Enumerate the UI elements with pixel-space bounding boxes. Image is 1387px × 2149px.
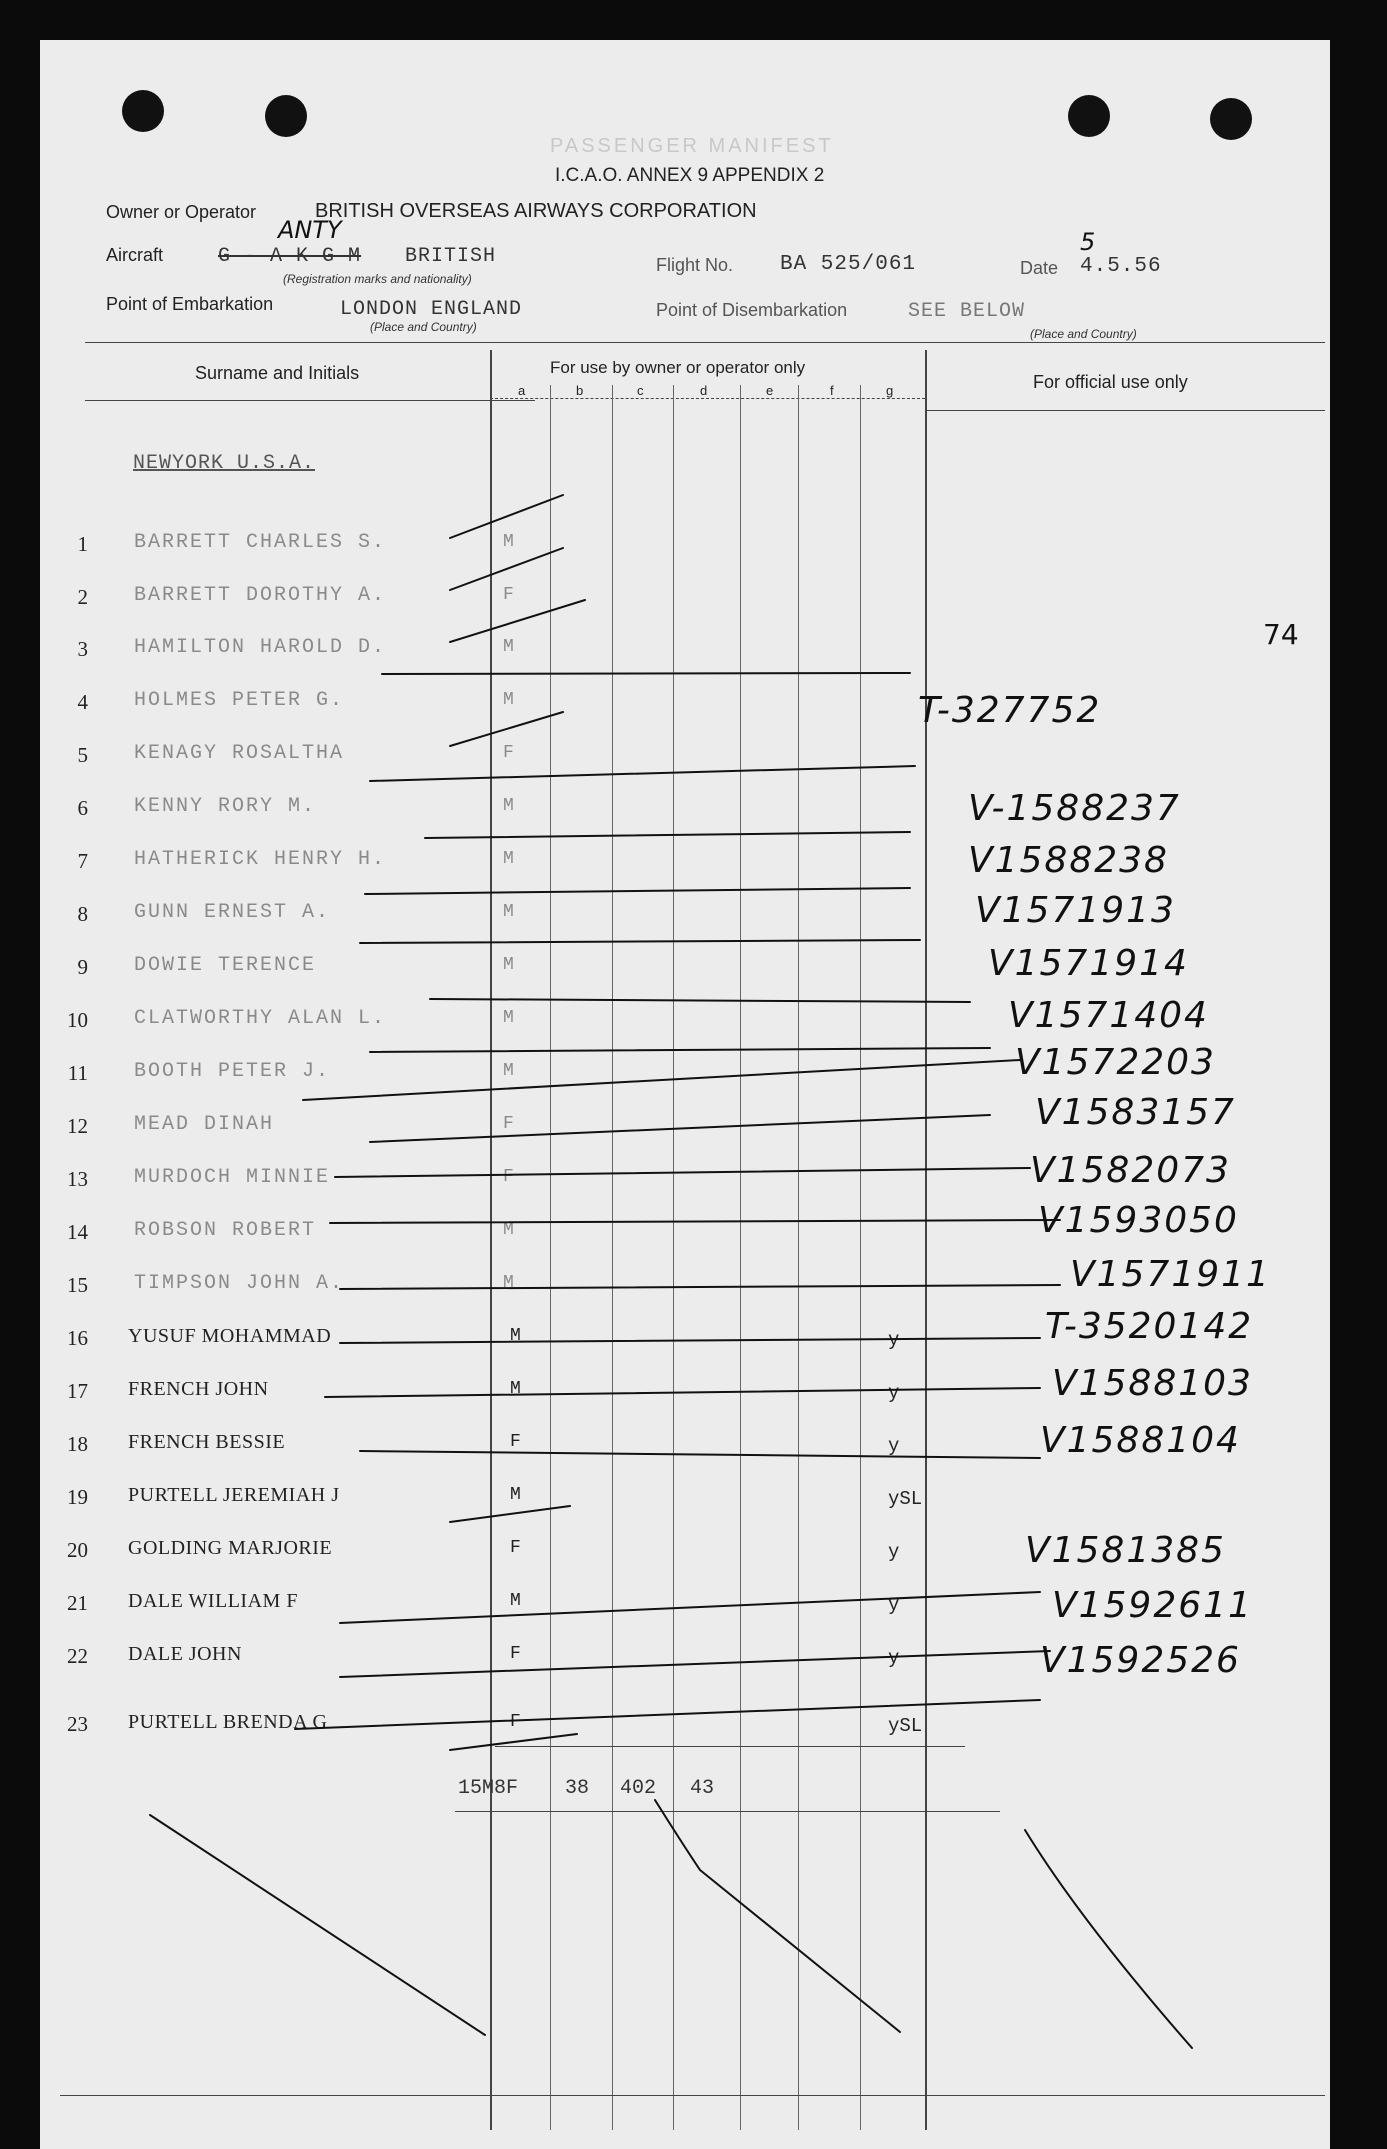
row-number: 14 [67, 1220, 88, 1244]
passenger-sex: F [510, 1538, 522, 1558]
embark-note: (Place and Country) [370, 320, 477, 334]
col-owner-header: For use by owner or operator only [550, 358, 806, 377]
row-number: 10 [67, 1008, 88, 1032]
subcol-b: b [576, 383, 584, 398]
subcol-d: d [700, 383, 708, 398]
flight-label: Flight No. [656, 255, 734, 275]
passenger-name: TIMPSON JOHN A. [134, 1272, 345, 1295]
row-number: 12 [67, 1114, 88, 1138]
passenger-sex: F [510, 1432, 522, 1452]
passenger-name: GUNN ERNEST A. [134, 901, 331, 924]
visa-number: V1571404 [1008, 995, 1209, 1036]
visa-number: V1572203 [1015, 1042, 1216, 1083]
passenger-sex: M [503, 1273, 516, 1293]
passenger-sex: M [503, 796, 516, 816]
passenger-name: FRENCH JOHN [128, 1378, 269, 1400]
passenger-sex: M [510, 1591, 522, 1611]
row-number: 9 [77, 955, 88, 979]
passenger-sex: F [503, 1167, 516, 1187]
row-number: 8 [77, 902, 88, 926]
visa-number: V1592526 [1040, 1640, 1241, 1681]
owner-value: BRITISH OVERSEAS AIRWAYS CORPORATION [315, 200, 757, 222]
disembark-value: SEE BELOW [908, 300, 1026, 323]
passenger-name: GOLDING MARJORIE [128, 1537, 333, 1559]
row-number: 5 [77, 743, 88, 767]
passenger-name: KENNY RORY M. [134, 795, 317, 818]
row-number: 18 [67, 1432, 88, 1456]
visa-number: V1571914 [988, 943, 1189, 984]
passenger-sex: F [510, 1644, 522, 1664]
passenger-sex: M [503, 690, 516, 710]
row-number: 22 [67, 1644, 88, 1668]
row-number: 3 [77, 637, 88, 661]
row-number: 19 [67, 1485, 88, 1509]
passenger-flag: y [888, 1435, 900, 1457]
passenger-name: DALE WILLIAM F [128, 1590, 298, 1612]
visa-number: V1588104 [1040, 1420, 1241, 1461]
aircraft-label: Aircraft [106, 245, 164, 265]
form-title: PASSENGER MANIFEST [550, 135, 834, 157]
aircraft-note: (Registration marks and nationality) [283, 272, 472, 286]
aircraft-value: G - A K G M [218, 245, 362, 268]
passenger-name: HATHERICK HENRY H. [134, 848, 387, 871]
passenger-name: BOOTH PETER J. [134, 1060, 331, 1083]
visa-number: T-3520142 [1045, 1306, 1254, 1347]
subcol-c: c [637, 383, 644, 398]
subcol-f: f [830, 383, 834, 398]
section-heading: NEWYORK U.S.A. [133, 452, 316, 475]
col-official-header: For official use only [1033, 372, 1188, 392]
passenger-flag: y [888, 1329, 900, 1351]
visa-number: V1571913 [975, 890, 1176, 931]
col-surname-header: Surname and Initials [195, 363, 360, 383]
passenger-sex: M [503, 532, 516, 552]
pen-marks [40, 40, 1330, 2149]
visa-number: V1592611 [1052, 1585, 1253, 1626]
passenger-sex: M [503, 637, 516, 657]
subcol-a: a [518, 383, 526, 398]
visa-number: V1588238 [968, 840, 1169, 881]
row-number: 6 [77, 796, 88, 820]
visa-number: V1571911 [1070, 1254, 1271, 1295]
page-count: 74 [1263, 618, 1299, 651]
passenger-sex: M [510, 1379, 522, 1399]
passenger-sex: M [503, 955, 516, 975]
aircraft-nationality: BRITISH [405, 245, 497, 268]
row-number: 4 [77, 690, 88, 714]
passenger-name: MURDOCH MINNIE [134, 1166, 331, 1189]
passenger-name: HAMILTON HAROLD D. [134, 636, 387, 659]
disembark-note: (Place and Country) [1030, 327, 1137, 341]
row-number: 16 [67, 1326, 88, 1350]
row-number: 7 [77, 849, 88, 873]
passenger-name: PURTELL BRENDA G [128, 1711, 328, 1733]
total-c: 402 [620, 1777, 657, 1800]
passenger-name: BARRETT DOROTHY A. [134, 584, 387, 607]
passenger-flag: ySL [888, 1488, 923, 1510]
passenger-flag: y [888, 1382, 900, 1404]
row-number: 17 [67, 1379, 88, 1403]
date-label: Date [1020, 258, 1059, 278]
passenger-name: PURTELL JEREMIAH J [128, 1484, 340, 1506]
passenger-sex: F [503, 585, 516, 605]
total-sex: 15M8F [458, 1777, 519, 1800]
total-b: 38 [565, 1777, 590, 1800]
visa-number: V1588103 [1052, 1363, 1253, 1404]
passenger-sex: F [503, 743, 516, 763]
passenger-name: ROBSON ROBERT [134, 1219, 317, 1242]
passenger-flag: y [888, 1541, 900, 1563]
visa-number: T-327752 [918, 690, 1102, 731]
row-number: 13 [67, 1167, 88, 1191]
passenger-name: DOWIE TERENCE [134, 954, 317, 977]
row-number: 21 [67, 1591, 88, 1615]
passenger-flag: y [888, 1647, 900, 1669]
bottom-rule [60, 2095, 1325, 2096]
row-number: 2 [77, 585, 88, 609]
manifest-sheet [40, 40, 1330, 2149]
embark-label: Point of Embarkation [106, 294, 274, 314]
passenger-flag: ySL [888, 1715, 923, 1737]
aircraft-correction: ANTY [278, 216, 342, 244]
passenger-name: YUSUF MOHAMMAD [128, 1325, 332, 1347]
passenger-sex: M [503, 849, 516, 869]
passenger-name: CLATWORTHY ALAN L. [134, 1007, 387, 1030]
passenger-sex: F [510, 1712, 522, 1732]
passenger-name: HOLMES PETER G. [134, 689, 345, 712]
owner-label: Owner or Operator [106, 202, 257, 222]
embark-value: LONDON ENGLAND [340, 298, 523, 321]
row-number: 23 [67, 1712, 88, 1736]
row-number: 11 [67, 1061, 88, 1085]
total-d: 43 [690, 1777, 715, 1800]
passenger-name: MEAD DINAH [134, 1113, 275, 1136]
passenger-sex: F [503, 1114, 516, 1134]
row-number: 20 [67, 1538, 88, 1562]
passenger-name: BARRETT CHARLES S. [134, 531, 387, 554]
visa-number: V1593050 [1038, 1200, 1239, 1241]
passenger-sex: M [503, 902, 516, 922]
visa-number: V1582073 [1030, 1150, 1231, 1191]
passenger-sex: M [503, 1061, 516, 1081]
passenger-sex: M [503, 1008, 516, 1028]
passenger-sex: M [510, 1326, 522, 1346]
visa-number: V-1588237 [968, 788, 1181, 829]
visa-number: V1581385 [1025, 1530, 1226, 1571]
form-subtitle: I.C.A.O. ANNEX 9 APPENDIX 2 [555, 165, 825, 186]
passenger-sex: M [503, 1220, 516, 1240]
passenger-name: FRENCH BESSIE [128, 1431, 286, 1453]
subcol-g: g [886, 383, 894, 398]
row-number: 15 [67, 1273, 88, 1297]
row-number: 1 [77, 532, 88, 556]
passenger-name: DALE JOHN [128, 1643, 242, 1665]
passenger-sex: M [510, 1485, 522, 1505]
date-correction: 5 [1080, 228, 1096, 256]
disembark-label: Point of Disembarkation [656, 300, 848, 320]
flight-value: BA 525/061 [780, 253, 917, 276]
subcol-e: e [766, 383, 774, 398]
passenger-name: KENAGY ROSALTHA [134, 742, 345, 765]
passenger-flag: y [888, 1594, 900, 1616]
date-value: 4.5.56 [1080, 255, 1162, 278]
visa-number: V1583157 [1035, 1092, 1236, 1133]
